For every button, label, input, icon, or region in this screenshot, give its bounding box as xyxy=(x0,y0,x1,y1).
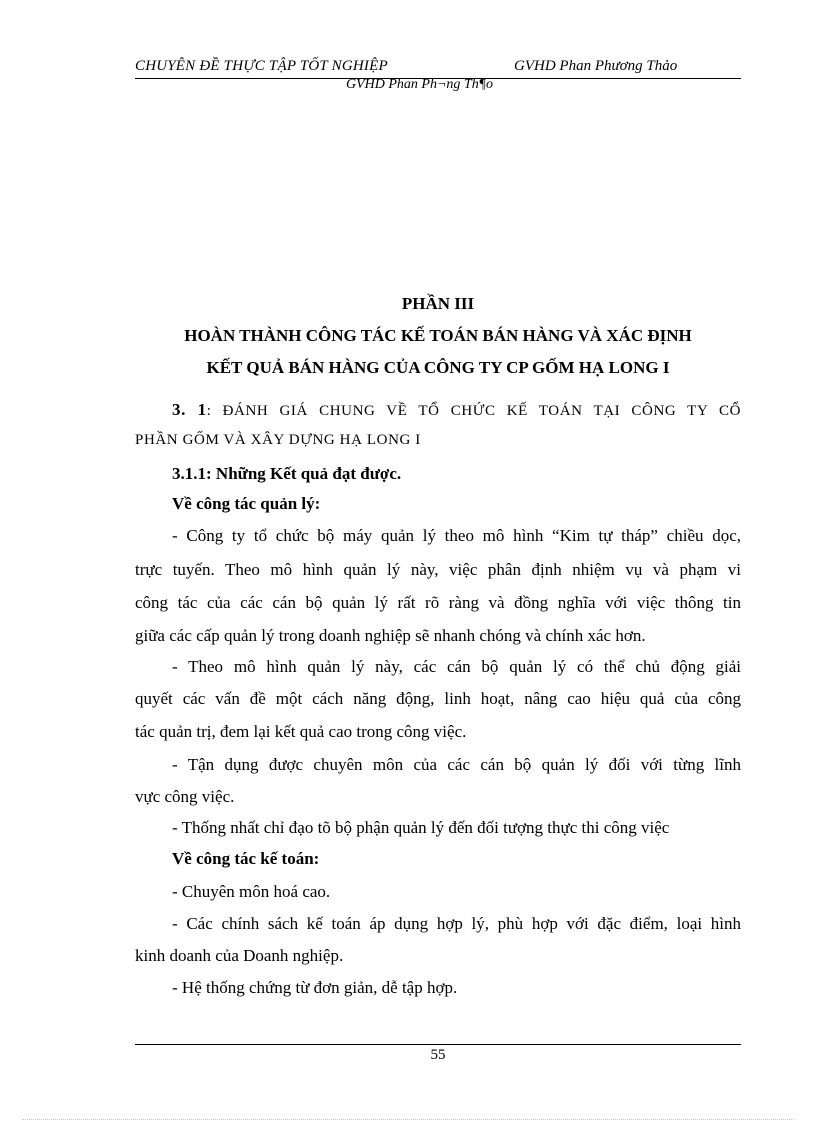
page-edge-divider xyxy=(22,1119,794,1120)
running-header xyxy=(135,56,741,79)
page-number: 55 xyxy=(430,1047,446,1063)
subsection-heading: 3.1.1: Những Kết quả đạt được. xyxy=(172,464,402,483)
paragraph-line: - Theo mô hình quản lý này, các cán bộ quản lý có thể chủ động giải xyxy=(172,657,741,676)
part-number-title: PHẦN III xyxy=(401,294,475,313)
paragraph-line: vực công việc. xyxy=(135,787,235,806)
paragraph-line: tác quản trị, đem lại kết quả cao trong công việc. xyxy=(135,722,467,741)
paragraph-line: quyết các vấn đề một cách năng động, linh hoạt, nâng cao hiệu quả của công xyxy=(135,689,741,708)
paragraph-line: - Thống nhất chỉ đạo tõ bộ phận quản lý đến đối tượng thực thi công việc xyxy=(172,818,670,837)
paragraph-line: kinh doanh của Doanh nghiệp. xyxy=(135,946,344,965)
header-supervisor: GVHD Phan Phương Thảo xyxy=(514,58,678,74)
section-heading-text: : ĐÁNH GIÁ CHUNG VỀ TỔ CHỨC KẾ TOÁN TẠI CÔNG TY CỔ xyxy=(206,403,741,419)
footer-divider xyxy=(135,1044,741,1045)
header-supervisor-garbled: GVHD Phan Ph¬ng Th¶o xyxy=(346,77,494,92)
paragraph-line: - Tận dụng được chuyên môn của các cán bộ quản lý đối với từng lĩnh xyxy=(172,755,741,774)
paragraph-line: - Công ty tổ chức bộ máy quản lý theo mô hình “Kim tự tháp” chiều dọc, xyxy=(172,526,741,545)
paragraph-line: trực tuyến. Theo mô hình quản lý này, việc phân định nhiệm vụ và phạm vi xyxy=(135,560,741,579)
management-heading: Về công tác quản lý: xyxy=(172,494,321,513)
paragraph-line: công tác của các cán bộ quản lý rất rõ ràng và đồng nghĩa với việc thông tin xyxy=(135,593,741,612)
header-thesis-title: CHUYÊN ĐỀ THỰC TẬP TỐT NGHIỆP xyxy=(135,58,388,74)
part-title-line-2: KẾT QUẢ BÁN HÀNG CỦA CÔNG TY CP GỐM HẠ LONG I xyxy=(206,358,670,377)
paragraph-line: - Hệ thống chứng từ đơn giản, dễ tập hợp. xyxy=(172,978,458,997)
section-number: 3. 1 xyxy=(172,400,207,419)
paragraph-line: - Chuyên môn hoá cao. xyxy=(172,882,331,901)
section-heading-line-2: PHẦN GỐM VÀ XÂY DỰNG HẠ LONG I xyxy=(135,432,421,448)
paragraph-line: giữa các cấp quản lý trong doanh nghiệp sẽ nhanh chóng và chính xác hơn. xyxy=(135,626,646,645)
paragraph-line: - Các chính sách kế toán áp dụng hợp lý, phù hợp với đặc điểm, loại hình xyxy=(172,914,741,933)
accounting-heading: Về công tác kế toán: xyxy=(172,849,320,868)
part-title-line-1: HOÀN THÀNH CÔNG TÁC KẾ TOÁN BÁN HÀNG VÀ XÁC ĐỊNH xyxy=(184,326,692,345)
section-heading-line-1 xyxy=(172,400,741,420)
